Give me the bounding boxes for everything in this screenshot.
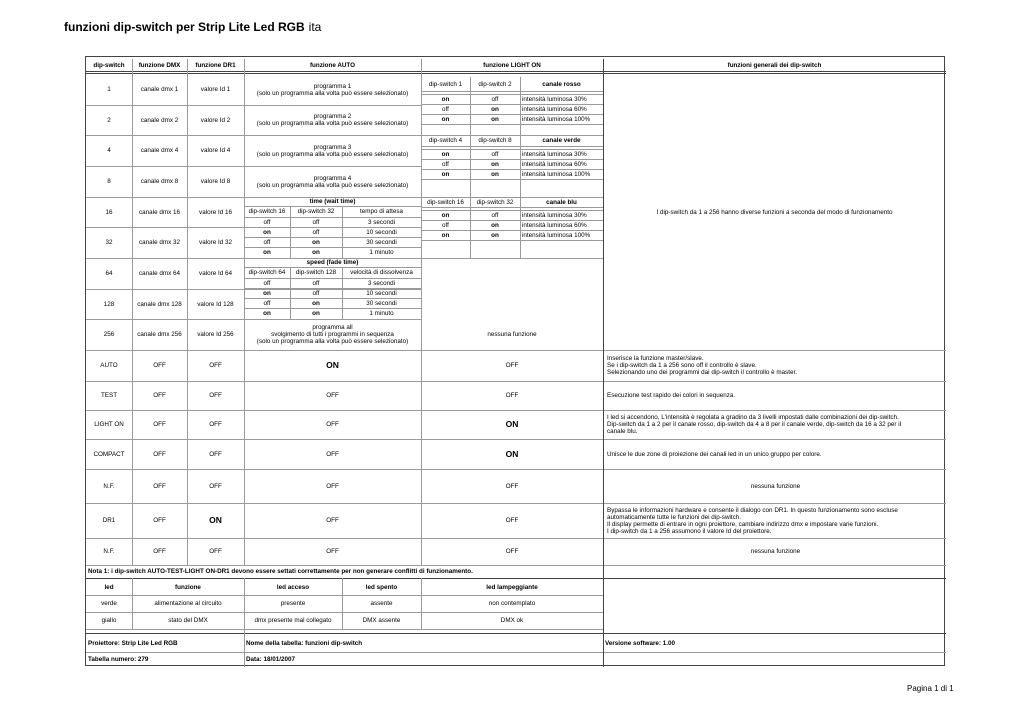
mode-light-on: OFF	[505, 362, 519, 369]
mode-dmx: OFF	[153, 482, 166, 490]
document-title: funzioni dip-switch per Strip Lite Led RGB ita	[64, 20, 322, 34]
table-rule	[342, 267, 343, 319]
header-dip-switch: dip-switch	[93, 61, 125, 69]
light-intensity: intensità luminosa 100%	[522, 116, 591, 124]
light-switch-state: off	[491, 211, 499, 219]
table-rule	[421, 149, 603, 150]
table-rule	[421, 197, 603, 198]
dmx-channel: canale dmx 128	[137, 300, 182, 308]
table-rule	[86, 469, 946, 470]
table-rule	[421, 210, 603, 211]
mode-auto: OFF	[326, 421, 339, 428]
mode-auto: ON	[326, 360, 339, 370]
table-rule	[244, 258, 421, 259]
table-rule	[470, 197, 471, 258]
table-rule	[86, 197, 421, 198]
fade-time-state: on	[263, 310, 271, 318]
light-group-header: dip-switch 4	[428, 137, 463, 144]
dmx-channel: canale dmx 32	[139, 239, 180, 246]
table-rule	[421, 135, 603, 136]
light-intensity: intensità luminosa 30%	[522, 211, 587, 219]
table-rule	[86, 538, 946, 539]
dr1-value: valore Id 128	[197, 300, 234, 308]
dr1-value: valore Id 16	[199, 208, 232, 216]
wait-time-state: off	[263, 238, 271, 246]
table-rule	[290, 206, 291, 258]
mode-dmx: OFF	[153, 450, 166, 458]
table-rule	[470, 77, 471, 135]
fade-time-header: velocità di dissolvenza	[350, 269, 413, 276]
mode-name: N.F.	[103, 482, 115, 490]
note: Nota 1: i dip-switch AUTO-TEST-LIGHT ON-DR1 devono essere settati correttamente per non generare conflitti di funzionamento.	[88, 568, 473, 575]
table-name: Nome della tabella: funzioni dip-switch	[246, 640, 363, 647]
table-rule	[244, 298, 421, 299]
fade-time-header: dip-switch 128	[295, 269, 337, 276]
mode-name: LIGHT ON	[94, 421, 124, 428]
light-intensity: intensità luminosa 100%	[522, 171, 591, 179]
table-rule	[244, 206, 421, 207]
auto-program: programma 3 (solo un programma alla volta può essere selezionato)	[256, 143, 409, 158]
led-cell: non contemplato	[488, 600, 536, 607]
table-rule	[86, 652, 946, 653]
table-rule	[421, 179, 603, 180]
fade-time-header: dip-switch 64	[248, 269, 286, 276]
fade-time-time: 10 secondi	[366, 289, 397, 297]
wait-time-state: off	[312, 218, 320, 226]
mode-name: DR1	[102, 517, 116, 524]
table-rule	[187, 59, 188, 565]
table-rule	[132, 59, 133, 565]
mode-auto: OFF	[326, 548, 339, 555]
led-cell: assente	[370, 600, 393, 607]
light-on-none: nessuna funzione	[487, 331, 537, 338]
mode-auto: OFF	[326, 392, 339, 399]
wait-time-time: 10 secondi	[366, 228, 397, 236]
light-channel-name: canale rosso	[542, 80, 581, 88]
light-group-header: dip-switch 8	[478, 137, 512, 144]
table-rule	[86, 629, 603, 630]
table-rule	[421, 59, 422, 565]
dip-value: 1	[107, 86, 111, 93]
table-rule	[86, 612, 603, 613]
table-rule	[342, 206, 343, 258]
wait-time-state: off	[312, 228, 320, 236]
led-header: funzione	[175, 583, 201, 591]
table-rule	[244, 247, 421, 248]
light-switch-state: on	[491, 160, 499, 168]
table-rule	[421, 146, 603, 147]
light-switch-state: on	[441, 116, 450, 124]
led-cell: verde	[101, 600, 117, 607]
wait-time-state: on	[263, 249, 271, 257]
light-switch-state: on	[441, 95, 450, 103]
wait-time-header: dip-switch 16	[248, 208, 286, 215]
table-rule	[421, 169, 603, 170]
dmx-channel: canale dmx 8	[140, 178, 179, 185]
light-switch-state: on	[491, 171, 499, 179]
light-intensity: intensità luminosa 100%	[522, 232, 591, 240]
mode-name: TEST	[100, 392, 118, 399]
led-cell: DMX ok	[500, 617, 524, 624]
table-rule	[244, 267, 421, 268]
table-rule	[421, 114, 603, 115]
table-rule	[244, 578, 245, 667]
led-header: led spento	[365, 583, 398, 591]
header-dr1: funzione DR1	[195, 61, 236, 69]
page-number: Pagina 1 di 1	[907, 684, 954, 693]
light-switch-state: on	[491, 116, 499, 124]
fade-time-state: off	[263, 299, 271, 307]
wait-time-state: on	[312, 238, 320, 246]
fade-time-state: off	[312, 289, 320, 297]
mode-dr1: ON	[209, 515, 222, 525]
light-intensity: intensità luminosa 60%	[522, 221, 587, 229]
dip-switch-table	[85, 56, 945, 666]
mode-light-on: OFF	[505, 392, 519, 399]
mode-dr1: OFF	[209, 362, 222, 369]
light-group-header: dip-switch 2	[478, 80, 512, 88]
mode-dr1: OFF	[209, 392, 222, 399]
mode-dmx: OFF	[153, 548, 166, 555]
header-auto: funzione AUTO	[309, 61, 356, 69]
dr1-value: valore Id 64	[199, 270, 232, 277]
table-rule	[603, 59, 604, 633]
wait-time-time: 30 secondi	[366, 238, 397, 246]
table-rule	[86, 565, 946, 566]
table-rule	[290, 267, 291, 319]
table-rule	[603, 633, 604, 667]
fade-time-time: 3 secondi	[368, 279, 395, 287]
header-general: funzioni generali dei dip-switch	[727, 61, 822, 69]
light-group-header: dip-switch 16	[427, 198, 464, 206]
led-cell: alimentazione al circuito	[154, 600, 222, 607]
table-rule	[421, 230, 603, 231]
light-switch-state: off	[491, 95, 499, 103]
table-rule	[244, 308, 421, 309]
table-rule	[86, 71, 946, 72]
led-header: led lampeggiante	[486, 583, 538, 591]
led-header: led	[104, 583, 114, 591]
table-rule	[421, 124, 603, 125]
mode-description: I led si accendono, L'intensità è regolata a gradino da 3 livelli impostati dalle combinazioni dei dip-switch. Dip-switch da 1 a 2 per il canale rosso, dip-switch da 4 a 8 per il canale verde, dip-switch da 16 a 32 per il canale blu.	[607, 414, 902, 435]
mode-dr1: OFF	[209, 450, 222, 458]
table-rule	[421, 578, 422, 629]
table-rule	[421, 91, 603, 92]
mode-description: nessuna funzione	[750, 482, 801, 490]
light-switch-state: on	[441, 211, 450, 219]
wait-time-time: 1 minuto	[369, 249, 394, 257]
mode-dr1: OFF	[209, 421, 222, 428]
table-rule	[244, 217, 421, 218]
wait-time-header: tempo di attesa	[359, 208, 404, 215]
fade-time-time: 1 minuto	[369, 310, 394, 318]
mode-description: nessuna funzione	[750, 548, 801, 555]
light-channel-name: canale verde	[542, 137, 581, 144]
fade-time-state: off	[312, 279, 320, 287]
table-rule	[244, 237, 421, 238]
fade-time-state: on	[312, 299, 320, 307]
led-cell: DMX assente	[362, 617, 401, 624]
mode-light-on: OFF	[505, 517, 519, 524]
light-switch-state: on	[441, 150, 450, 158]
led-cell: presente	[280, 600, 306, 607]
table-rule	[86, 350, 946, 351]
table-rule	[244, 59, 245, 565]
mode-name: AUTO	[100, 362, 118, 369]
light-group-header: dip-switch 32	[476, 198, 514, 206]
auto-program: programma 1 (solo un programma alla volta può essere selezionato)	[256, 82, 409, 97]
fade-time-time: 30 secondi	[366, 299, 397, 307]
fade-time-title: speed (fade time)	[306, 258, 359, 266]
dr1-value: valore Id 8	[200, 178, 231, 185]
light-switch-state: on	[441, 232, 450, 240]
light-switch-state: on	[441, 171, 450, 179]
mode-description: Esecuzione test rapido dei colori in sequenza.	[607, 392, 736, 399]
auto-program: programma 2 (solo un programma alla volta può essere selezionato)	[256, 113, 409, 127]
dmx-channel: canale dmx 4	[140, 147, 179, 154]
mode-dr1: OFF	[209, 482, 222, 490]
fade-time-state: on	[312, 310, 320, 318]
light-switch-state: off	[442, 105, 449, 113]
table-rule	[520, 77, 521, 135]
mode-light-on: ON	[505, 448, 519, 459]
table-rule	[86, 289, 421, 290]
dip-value: 8	[107, 178, 111, 185]
table-rule	[86, 633, 946, 634]
table-rule	[470, 135, 471, 197]
table-rule	[421, 240, 603, 241]
mode-light-on: ON	[505, 419, 519, 429]
fade-time-state: off	[263, 279, 271, 287]
light-switch-state: on	[491, 221, 499, 229]
mode-description: Unisce le due zone di proiezione dei canali led in un unico gruppo per colore.	[607, 450, 822, 458]
table-date: Data: 18/01/2007	[246, 656, 296, 663]
table-rule	[244, 227, 421, 228]
mode-auto: OFF	[326, 450, 339, 458]
header-light-on: funzione LIGHT ON	[483, 61, 541, 69]
light-group-header: dip-switch 1	[428, 80, 463, 88]
led-cell: giallo	[101, 617, 117, 624]
dip-value: 64	[105, 270, 113, 277]
dip-value: 16	[105, 208, 113, 216]
dr1-value: valore Id 2	[200, 116, 231, 124]
dmx-channel: canale dmx 2	[140, 116, 179, 124]
dr1-value: valore Id 4	[200, 147, 231, 154]
table-rule	[421, 159, 603, 160]
wait-time-state: on	[263, 228, 271, 236]
light-switch-state: on	[491, 232, 499, 240]
mode-description: Inserisce la funzione master/slave. Se i dip-switch da 1 a 256 sono off il controllo è slave. Selezionando uno dei programmi dai dip-switch il controllo è master.	[607, 355, 798, 376]
mode-light-on: OFF	[505, 482, 519, 490]
table-rule	[86, 166, 421, 167]
dip-value: 2	[107, 116, 111, 124]
table-rule	[86, 410, 946, 411]
table-rule	[244, 278, 421, 279]
dr1-value: valore Id 256	[197, 331, 234, 338]
table-rule	[86, 503, 946, 504]
light-intensity: intensità luminosa 60%	[522, 160, 587, 168]
mode-dmx: OFF	[153, 392, 166, 399]
wait-time-header: dip-switch 32	[297, 208, 335, 215]
mode-dmx: OFF	[153, 517, 166, 524]
software-version: Versione software: 1.00	[605, 640, 675, 647]
header-dmx: funzione DMX	[138, 61, 181, 69]
table-rule	[86, 73, 946, 74]
wait-time-state: off	[263, 218, 271, 226]
mode-description: Bypassa le informazioni hardware e consente il dialogo con DR1. In questo funzionamento sono escluse automaticamente tutte le funzioni dei dip-switch. Il display permette di entrare in ogni proiettore, cambiare indirizzo dmx e impostare varie funzioni. I dip-switch da 1 a 256 assumono il valore Id del proiettore.	[607, 506, 898, 535]
table-rule	[86, 105, 421, 106]
mode-name: COMPACT	[93, 450, 125, 458]
table-rule	[86, 595, 603, 596]
auto-program: programma all svolgimento di tutti i programmi in sequenza (solo un programma alla volta può essere selezionato)	[256, 324, 409, 345]
table-rule	[342, 578, 343, 629]
dmx-channel: canale dmx 16	[139, 208, 180, 216]
dip-value: 128	[103, 300, 115, 308]
table-rule	[520, 197, 521, 258]
table-rule	[421, 94, 603, 95]
led-cell: stato del DMX	[168, 617, 208, 624]
mode-dmx: OFF	[153, 421, 166, 428]
dmx-channel: canale dmx 1	[140, 86, 179, 93]
projector-name: Proiettore: Strip Lite Led RGB	[88, 640, 178, 647]
table-rule	[244, 288, 421, 289]
auto-program: programma 4 (solo un programma alla volta può essere selezionato)	[256, 174, 409, 189]
light-switch-state: on	[491, 105, 499, 113]
dr1-value: valore Id 32	[199, 239, 232, 246]
mode-name: N.F.	[103, 548, 115, 555]
table-number: Tabella numero: 279	[88, 656, 149, 663]
mode-light-on: OFF	[505, 548, 519, 555]
table-rule	[244, 319, 421, 320]
table-rule	[86, 578, 946, 579]
light-intensity: intensità luminosa 30%	[522, 95, 587, 103]
dip-value: 4	[107, 147, 111, 154]
table-rule	[520, 135, 521, 197]
dr1-value: valore Id 1	[200, 86, 231, 93]
mode-dmx: OFF	[153, 362, 166, 369]
table-rule	[86, 135, 421, 136]
dmx-channel: canale dmx 64	[139, 270, 180, 277]
table-rule	[421, 207, 603, 208]
light-switch-state: off	[442, 221, 449, 229]
table-rule	[421, 220, 603, 221]
light-intensity: intensità luminosa 30%	[522, 150, 587, 158]
led-header: led acceso	[276, 583, 310, 591]
mode-auto: OFF	[326, 482, 339, 490]
table-rule	[86, 381, 946, 382]
title-language: ita	[308, 20, 322, 34]
wait-time-title: time (wait time)	[309, 197, 356, 205]
light-intensity: intensità luminosa 60%	[522, 105, 587, 113]
led-cell: dmx presente mal collegato	[254, 617, 332, 624]
table-rule	[421, 258, 603, 259]
dip-value: 32	[105, 239, 113, 246]
wait-time-state: on	[312, 249, 320, 257]
table-rule	[86, 439, 946, 440]
mode-dr1: OFF	[209, 548, 222, 555]
light-switch-state: off	[442, 160, 449, 168]
dip-value: 256	[103, 331, 115, 338]
table-rule	[132, 578, 133, 629]
light-channel-name: canale blu	[546, 198, 577, 206]
mode-auto: OFF	[326, 517, 339, 524]
wait-time-time: 3 secondi	[368, 218, 395, 226]
fade-time-state: on	[263, 289, 271, 297]
dmx-channel: canale dmx 256	[137, 331, 182, 338]
light-switch-state: off	[491, 150, 499, 158]
table-rule	[421, 104, 603, 105]
general-dip-description: I dip-switch da 1 a 256 hanno diverse funzioni a seconda del modo di funzionamento	[656, 208, 893, 216]
